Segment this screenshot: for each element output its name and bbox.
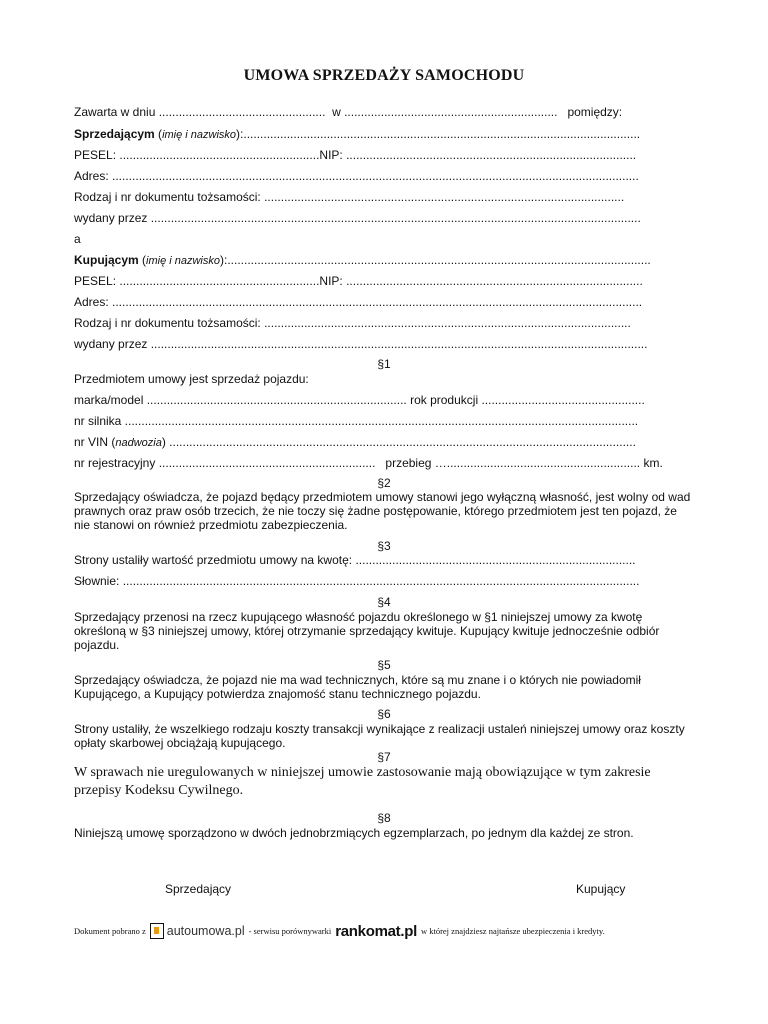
- section-8-text: Niniejszą umowę sporządzono w dwóch jednobrzmiących egzemplarzach, po jednym dla każdej ze stron.: [74, 826, 634, 840]
- seller-name-line: Sprzedającym (imię i nazwisko):.......................................................................................................................: [74, 127, 641, 141]
- buyer-name-field: ):...............................................................................................................................: [220, 253, 651, 267]
- registration-line: nr rejestracyjny ................................................................. przebieg ….......................................................... km.: [74, 456, 663, 470]
- footer-suffix: w której znajdziesz najtańsze ubezpieczenia i kredyty.: [420, 926, 605, 936]
- section-7-number: §7: [377, 750, 391, 764]
- vin-field: ) ............................................................................................................................................: [161, 435, 636, 449]
- section-2-number: §2: [377, 476, 391, 490]
- buyer-address-line: Adres: ...............................................................................................................................................................: [74, 295, 643, 309]
- seller-name-field: ):.......................................................................................................................: [236, 127, 641, 141]
- autoumowa-link[interactable]: [150, 923, 245, 939]
- footer-middle: - serwisu porównywarki: [248, 926, 332, 936]
- document-title: UMOWA SPRZEDAŻY SAMOCHODU: [243, 67, 525, 84]
- section-2-text: Sprzedający oświadcza, że pojazd będący przedmiotem umowy stanowi jego wyłączną własność, jest wolny od wad prawnych oraz praw osób trzecich, że nie toczy się żadne postępowanie, którego przedmiotem jest ten pojazd, że nie stanowi on również przedmiotu zabezpieczenia.: [74, 490, 691, 532]
- autoumowa-logo-icon: [150, 923, 164, 939]
- seller-address-line: Adres: ..............................................................................................................................................................: [74, 169, 639, 183]
- vin-label: nr VIN (: [74, 435, 116, 449]
- section-5-text: Sprzedający oświadcza, że pojazd nie ma wad technicznych, które są mu znane i o których nie powiadomił Kupującego, a Kupujący potwierdza znajomość stanu technicznego pojazdu.: [74, 673, 641, 701]
- conjunction: a: [74, 232, 81, 246]
- engine-number-line: nr silnika ..........................................................................................................................................................: [74, 414, 639, 428]
- intro-line: Zawarta w dniu .................................................. w ................................................................ pomiędzy:: [74, 105, 623, 119]
- section-8-number: §8: [377, 811, 391, 825]
- footer: [74, 921, 714, 941]
- footer-prefix: Dokument pobrano z: [74, 926, 146, 936]
- section-3-number: §3: [377, 539, 391, 553]
- section-7-text: W sprawach nie uregulowanych w niniejszej umowie zastosowanie mają obowiązujące w tym zakresie przepisy Kodeksu Cywilnego.: [74, 765, 651, 798]
- vin-line: [74, 435, 636, 450]
- buyer-label: Kupującym: [74, 253, 139, 267]
- seller-signature-label: Sprzedający: [165, 882, 232, 896]
- seller-issued-line: wydany przez ...................................................................................................................................................: [74, 211, 641, 225]
- section-6-text: Strony ustaliły, że wszelkiego rodzaju koszty transakcji wynikające z realizacji ustaleń niniejszej umowy oraz koszty opłaty skarbowej obciążają kupującego.: [74, 722, 685, 750]
- buyer-issued-line: wydany przez .....................................................................................................................................................: [74, 337, 648, 351]
- vin-hint: nadwozia: [115, 437, 162, 449]
- section-4-number: §4: [377, 595, 391, 609]
- buyer-signature-label: Kupujący: [576, 882, 626, 896]
- section-6-number: §6: [377, 707, 391, 721]
- buyer-name-line: Kupującym (imię i nazwisko):...............................................................................................................................: [74, 253, 651, 267]
- section-4-text: Sprzedający przenosi na rzecz kupującego własność pojazdu określonego w §1 niniejszej umowy za kwotę określoną w §3 niniejszej umowy, której otrzymanie sprzedający kwituje. Kupujący kwituje jednocześnie odbiór pojazdu.: [74, 610, 660, 652]
- section-1-number: §1: [377, 357, 391, 371]
- buyer-hint: imię i nazwisko: [146, 255, 220, 267]
- section-5-number: §5: [377, 658, 391, 672]
- section-3-text: Strony ustaliły wartość przedmiotu umowy na kwotę: ....................................................................................: [74, 553, 636, 567]
- seller-label: Sprzedającym: [74, 127, 155, 141]
- amount-in-words-line: Słownie: ...........................................................................................................................................................: [74, 574, 640, 588]
- seller-id-line: Rodzaj i nr dokumentu tożsamości: ............................................................................................................: [74, 190, 625, 204]
- rankomat-link[interactable]: rankomat.pl: [335, 922, 417, 940]
- buyer-id-line: Rodzaj i nr dokumentu tożsamości: ..............................................................................................................: [74, 316, 631, 330]
- vehicle-model-line: marka/model .............................................................................. rok produkcji .................................................: [74, 393, 645, 407]
- buyer-pesel-line: PESEL: ............................................................NIP: .........................................................................................: [74, 274, 643, 288]
- seller-pesel-line: PESEL: ............................................................NIP: .......................................................................................: [74, 148, 637, 162]
- autoumowa-text: autoumowa.pl: [166, 924, 245, 938]
- seller-hint: imię i nazwisko: [162, 129, 237, 141]
- section-1-text: Przedmiotem umowy jest sprzedaż pojazdu:: [74, 372, 309, 386]
